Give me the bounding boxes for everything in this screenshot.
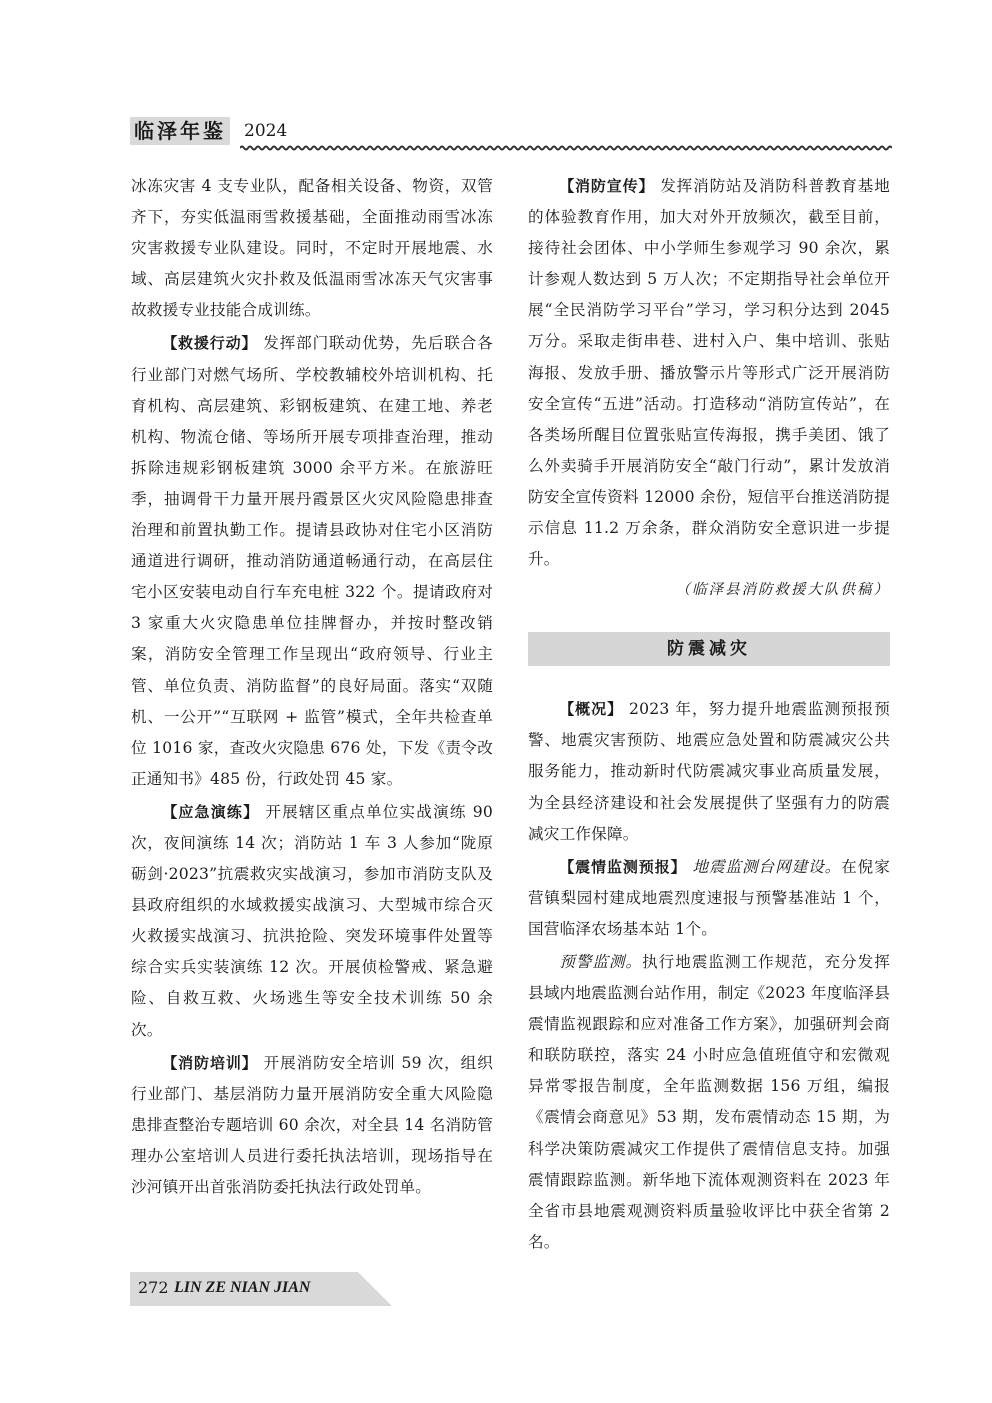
warning-paragraph — [528, 947, 890, 1258]
right-column — [528, 171, 890, 1258]
training-label: 【消防培训】 — [162, 1053, 258, 1072]
overview-paragraph — [528, 694, 890, 849]
footer-yearbook-name: LIN ZE NIAN JIAN — [174, 1279, 311, 1296]
monitoring-subhead: 地震监测台网建设。 — [692, 857, 842, 876]
running-header — [130, 113, 892, 153]
monitoring-paragraph — [528, 852, 890, 945]
yearbook-title: 临泽年鉴 — [130, 117, 230, 145]
overview-label: 【概况】 — [559, 700, 624, 719]
training-paragraph — [131, 1048, 493, 1203]
publicity-label: 【消防宣传】 — [559, 177, 655, 195]
overview-text: 2023 年，努力提升地震监测预报预警、地震灾害预防、地震应急处置和防震减灾公共服务能力，推动新时代防震减灾事业高质量发展，为全县经济建设和社会发展提供了坚强有力的防震减灾工作保障。 — [528, 700, 890, 843]
drill-paragraph — [131, 797, 493, 1046]
section-heading: 防震减灾 — [528, 632, 890, 666]
warning-text: 执行地震监测工作规范，充分发挥县域内地震监测台站作用，制定《2023 年度临泽县震情监视跟踪和应对准备工作方案》，加强研判会商和联防联控，落实 24 小时应急值班值守和宏微观异常零报告制度，全年监测数据 156 万组，编报《震情会商意见》53 期，发布震情动态 15 期，为科学决策防震减灾工作提供了震情信息支持。加强震情跟踪监测。新华地下流体观测资料在 2023 年全省市县地震观测资料质量验收评比中获全省第 2 名。 — [528, 952, 890, 1251]
continuation-paragraph: 冰冻灾害 4 支专业队，配备相关设备、物资，双管齐下，夯实低温雨雪救援基础，全面推动雨雪冰冻灾害救援专业队建设。同时，不定时开展地震、水域、高层建筑火灾扑救及低温雨雪冰冻天气灾害事故救援专业技能合成训练。 — [131, 177, 493, 320]
running-footer — [130, 1272, 392, 1306]
rescue-paragraph — [131, 328, 493, 794]
training-text: 开展消防安全培训 59 次，组织行业部门、基层消防力量开展消防安全重大风险隐患排查整治专题培训 60 余次，对全县 14 名消防管理办公室培训人员进行委托执法培训，现场指导在沙河镇开出首张消防委托执法行政处罚单。 — [131, 1053, 493, 1196]
warning-subhead: 预警监测。 — [559, 952, 643, 971]
yearbook-year: 2024 — [244, 121, 288, 141]
header-wave-rule — [240, 143, 892, 153]
left-column — [131, 171, 493, 1203]
rescue-text: 发挥部门联动优势，先后联合各行业部门对燃气场所、学校教辅校外培训机构、托育机构、高层建筑、彩钢板建筑、在建工地、养老机构、物流仓储、等场所开展专项排查治理，推动拆除违规彩钢板建筑 3000 余平方米。在旅游旺季，抽调骨干力量开展丹霞景区火灾风险隐患排查治理和前置执勤工作。提请县政协对住宅小区消防通道进行调研，推动消防通道畅通行动，在高层住宅小区安装电动自行车充电桩 322 个。提请政府对 3 家重大火灾隐患单位挂牌督办，并按时整改销案，消防安全管理工作呈现出“政府领导、行业主管、单位负责、消防监督”的良好局面。落实“双随机、一公开”“互联网 + 监管”模式，全年共检查单位 1016 家，查改火灾隐患 676 处，下发《责令改正通知书》485 份，行政处罚 45 家。 — [131, 334, 493, 788]
monitoring-label: 【震情监测预报】 — [559, 857, 687, 876]
monitoring-text: 在倪家营镇梨园村建成地震烈度速报与预警基准站 1 个，国营临泽农场基本站 1个。 — [528, 857, 890, 938]
page-number: 272 — [138, 1278, 169, 1297]
publicity-paragraph — [528, 171, 890, 575]
drill-label: 【应急演练】 — [162, 802, 260, 821]
publicity-text: 发挥消防站及消防科普教育基地的体验教育作用，加大对外开放频次，截至目前，接待社会团体、中小学师生参观学习 90 余次，累计参观人数达到 5 万人次；不定期指导社会单位开展“全民消防学习平台”学习，学习积分达到 2045 万分。采取走街串巷、进村入户、集中培训、张贴海报、发放手册、播放警示片等形式广泛开展消防安全宣传“五进”活动。打造移动“消防宣传站”，在各类场所醒目位置张贴宣传海报，携手美团、饿了么外卖骑手开展消防安全“敲门行动”，累计发放消防安全宣传资料 12000 余份，短信平台推送消防提示信息 11.2 万余条，群众消防安全意识进一步提升。 — [528, 177, 890, 569]
drill-text: 开展辖区重点单位实战演练 90 次，夜间演练 14 次；消防站 1 车 3 人参加“陇原砺剑·2023”抗震救灾实战演习，参加市消防支队及县政府组织的水域救援实战演习、大型城市综合灭火救援实战演习、抗洪抢险、突发环境事件处置等综合实兵实装演练 12 次。开展侦检警戒、紧急避险、自救互救、火场逃生等安全技术训练 50 余次。 — [131, 802, 493, 1039]
source-credit: （临泽县消防救援大队供稿） — [675, 582, 890, 599]
rescue-label: 【救援行动】 — [162, 334, 258, 353]
